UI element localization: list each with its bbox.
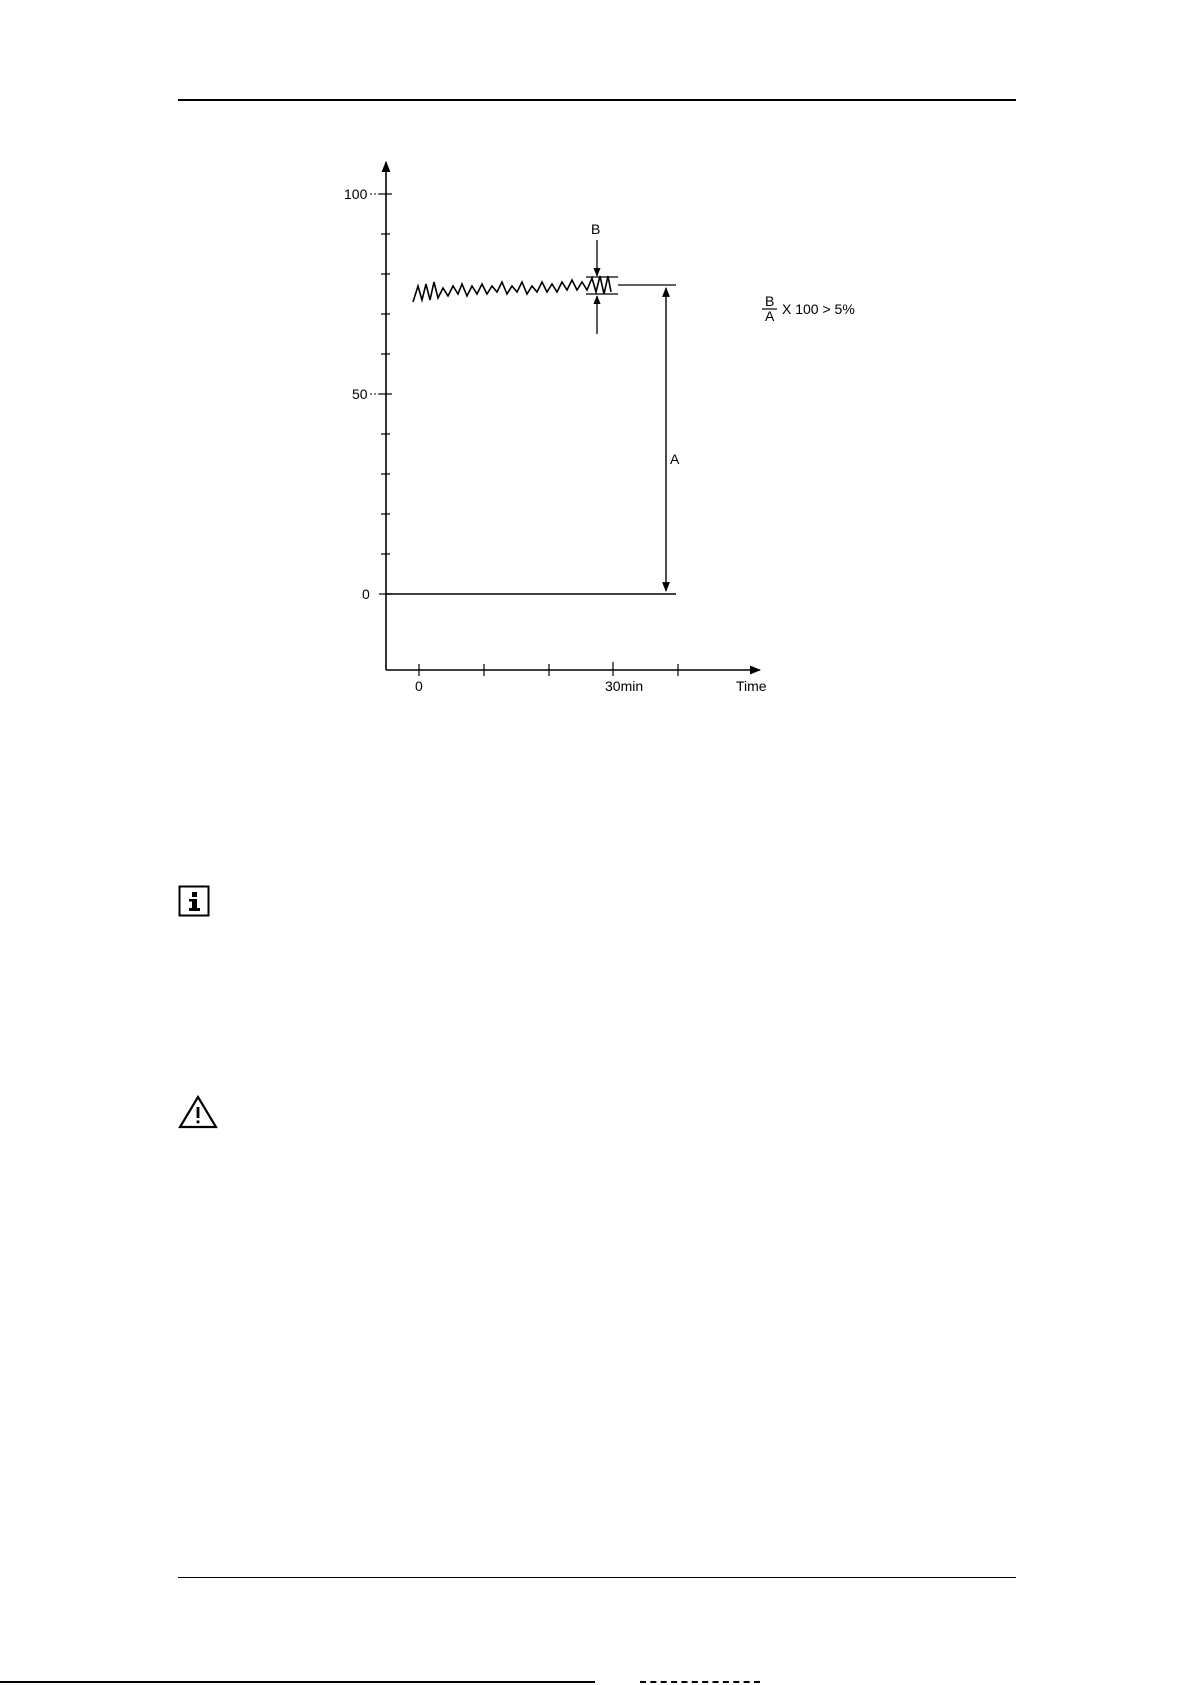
a-label: A [670, 451, 680, 467]
x-axis-label: Time [736, 678, 767, 694]
x-tick-label-0: 0 [415, 678, 423, 694]
y-tick-label-50: 50 [352, 386, 368, 402]
formula-numerator: B [765, 293, 775, 309]
footer-rule [178, 1577, 1016, 1578]
scan-edge-mark [640, 1681, 760, 1683]
y-tick-label-100: 100 [344, 186, 368, 202]
b-label: B [591, 221, 601, 237]
y-tick-label-0: 0 [362, 586, 370, 602]
signal-trace [413, 276, 611, 302]
x-axis-ticks [419, 662, 678, 676]
formula-expression: X 100 > 5% [782, 301, 855, 317]
scan-edge-mark [0, 1681, 595, 1683]
x-tick-label-30min: 30min [605, 678, 644, 694]
warning-triangle-icon [178, 1094, 218, 1130]
info-icon [178, 885, 210, 917]
formula-denominator: A [765, 308, 775, 324]
drift-formula [762, 293, 855, 324]
